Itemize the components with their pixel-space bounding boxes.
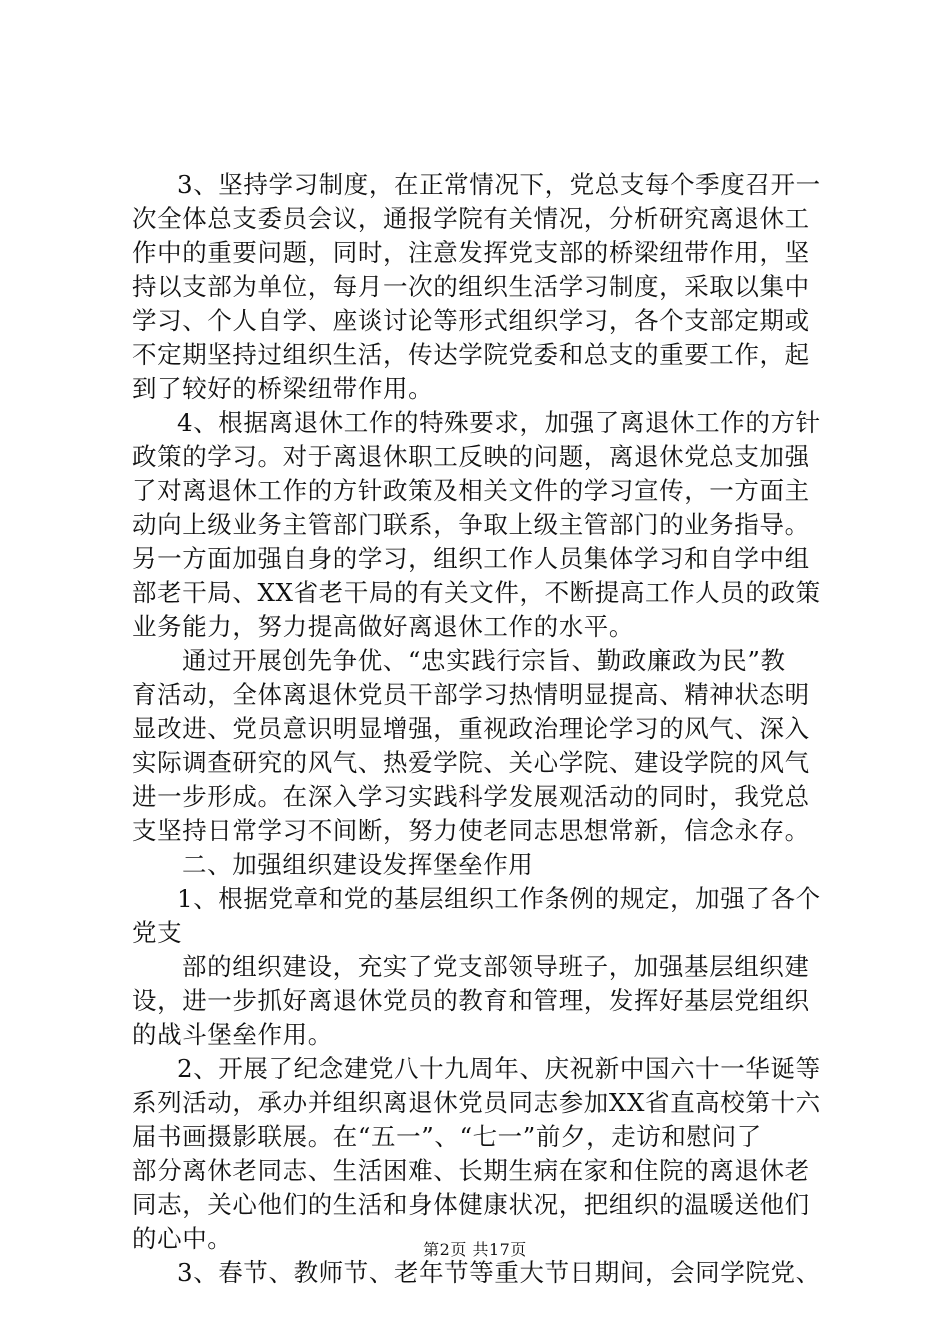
text-line: 通过开展创先争优、“忠实践行宗旨、勤政廉政为民”教 — [182, 646, 786, 675]
text-line: 次全体总支委员会议，通报学院有关情况，分析研究离退休工 — [132, 204, 810, 233]
text-line: 同志，关心他们的生活和身体健康状况，把组织的温暖送他们 — [132, 1190, 810, 1219]
text-line: 届书画摄影联展。在“五一”、“七一”前夕，走访和慰问了 — [132, 1122, 762, 1151]
text-line: 业务能力，努力提高做好离退休工作的水平。 — [132, 612, 634, 641]
text-line: 1、根据党章和党的基层组织工作条例的规定，加强了各个 — [177, 884, 821, 913]
text-line: 4、根据离退休工作的特殊要求，加强了离退休工作的方针 — [177, 408, 821, 437]
text-line: 部老干局、XX省老干局的有关文件，不断提高工作人员的政策 — [132, 578, 821, 607]
text-line: 实际调查研究的风气、热爱学院、关心学院、建设学院的风气 — [132, 748, 810, 777]
text-line: 政策的学习。对于离退休职工反映的问题，离退休党总支加强 — [132, 442, 810, 471]
text-line: 进一步形成。在深入学习实践科学发展观活动的同时，我党总 — [132, 782, 810, 811]
text-line: 设，进一步抓好离退休党员的教育和管理，发挥好基层党组织 — [132, 986, 810, 1015]
text-line: 2、开展了纪念建党八十九周年、庆祝新中国六十一华诞等 — [177, 1054, 821, 1083]
text-line: 部的组织建设，充实了党支部领导班子，加强基层组织建 — [182, 952, 810, 981]
page-number-label: 第2页 共17页 — [423, 1240, 527, 1259]
text-line: 育活动，全体离退休党员干部学习热情明显提高、精神状态明 — [132, 680, 810, 709]
text-line: 支坚持日常学习不间断，努力使老同志思想常新，信念永存。 — [132, 816, 810, 845]
text-line: 3、春节、教师节、老年节等重大节日期间，会同学院党、 — [177, 1258, 821, 1287]
section-heading: 二、加强组织建设发挥堡垒作用 — [182, 850, 534, 879]
text-line: 3、坚持学习制度，在正常情况下，党总支每个季度召开一 — [177, 170, 821, 199]
text-line: 不定期坚持过组织生活，传达学院党委和总支的重要工作，起 — [132, 340, 810, 369]
text-line: 另一方面加强自身的学习，组织工作人员集体学习和自学中组 — [132, 544, 810, 573]
text-line: 持以支部为单位，每月一次的组织生活学习制度，采取以集中 — [132, 272, 810, 301]
text-line: 的心中。 — [132, 1224, 233, 1253]
text-line: 到了较好的桥梁纽带作用。 — [132, 374, 434, 403]
text-line: 系列活动，承办并组织离退休党员同志参加XX省直高校第十六 — [132, 1088, 821, 1117]
text-line: 动向上级业务主管部门联系，争取上级主管部门的业务指导。 — [132, 510, 810, 539]
text-line: 学习、个人自学、座谈讨论等形式组织学习，各个支部定期或 — [132, 306, 810, 335]
text-line: 党支 — [132, 918, 183, 947]
text-line: 作中的重要问题，同时，注意发挥党支部的桥梁纽带作用，坚 — [132, 238, 810, 267]
page-footer — [0, 1240, 950, 1260]
text-line: 的战斗堡垒作用。 — [132, 1020, 333, 1049]
text-line: 显改进、党员意识明显增强，重视政治理论学习的风气、深入 — [132, 714, 810, 743]
text-line: 部分离休老同志、生活困难、长期生病在家和住院的离退休老 — [132, 1156, 810, 1185]
text-line: 了对离退休工作的方针政策及相关文件的学习宣传，一方面主 — [132, 476, 810, 505]
